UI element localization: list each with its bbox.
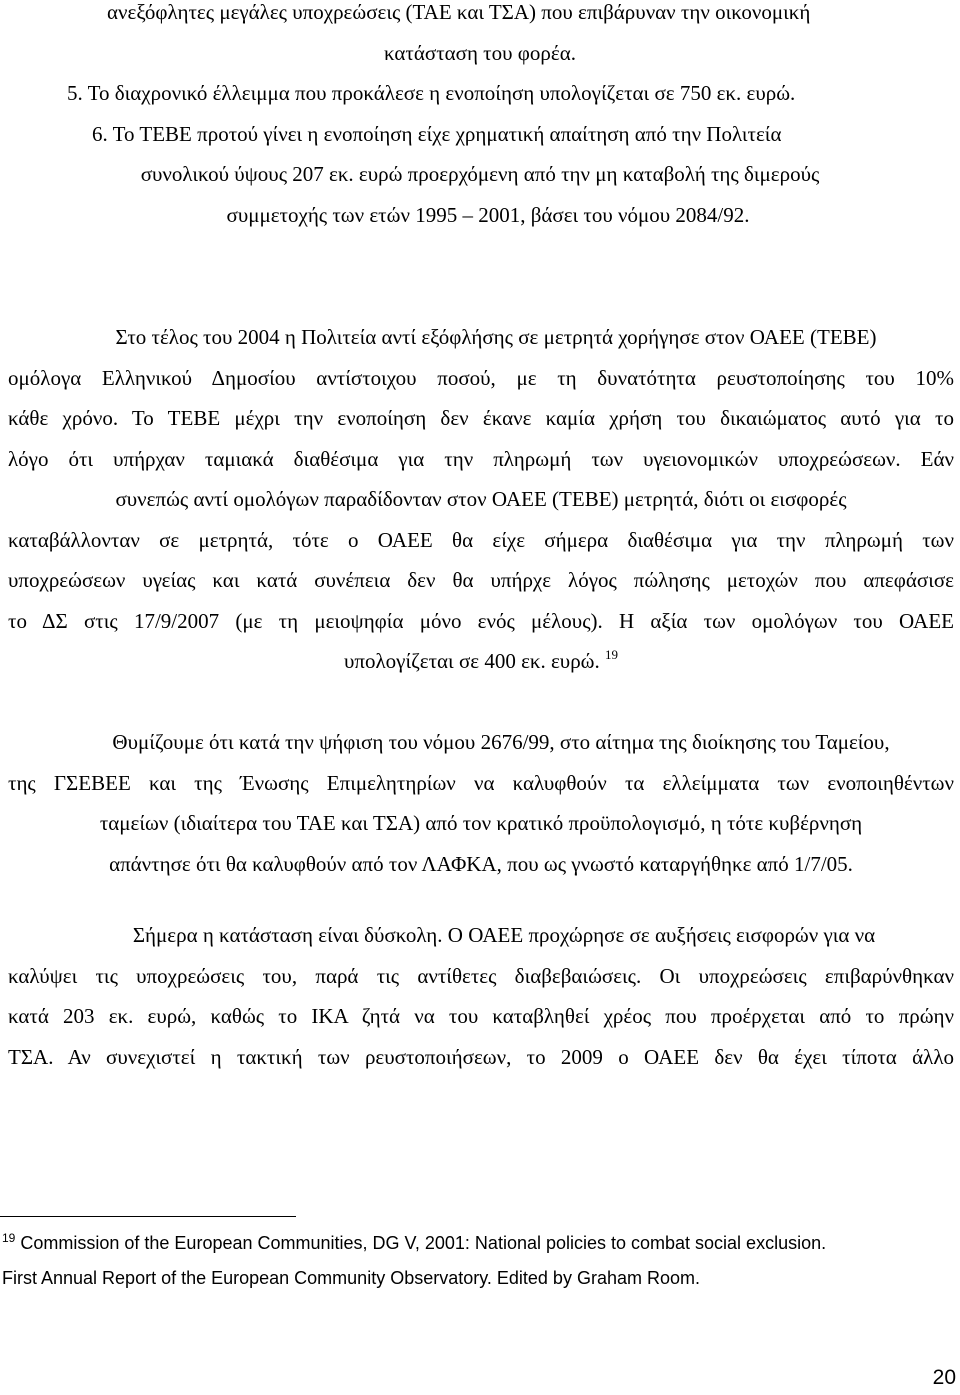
paragraph-line: κατά 203 εκ. ευρώ, καθώς το ΙΚΑ ζητά να του καταβληθεί χρέος που προέρχεται από το πρώην (8, 1004, 954, 1028)
paragraph-line: λόγο ότι υπήρχαν ταμιακά διαθέσιμα για την πληρωμή των υγειονομικών υποχρεώσεων. Εάν (8, 446, 954, 471)
footnote-line (2, 1226, 960, 1261)
list-item-6-continuation: συμμετοχής των ετών 1995 – 2001, βάσει του νόμου 2084/92. (226, 202, 750, 227)
list-item-continuation: κατάσταση του φορέα. (384, 40, 576, 65)
paragraph-line: Θυμίζουμε ότι κατά την ψήφιση του νόμου 2676/99, στο αίτημα της διοίκησης του Ταμείου, (112, 730, 890, 754)
paragraph-3 (8, 915, 954, 1077)
footnote-number: 19 (2, 1231, 16, 1245)
paragraph-text: υπολογίζεται σε 400 εκ. ευρώ. (343, 649, 600, 673)
footnote-text: Commission of the European Communities, DG V, 2001: National policies to combat social exclusion. (20, 1233, 827, 1253)
paragraph-line: κάθε χρόνο. Το ΤΕΒΕ μέχρι την ενοποίηση δεν έκανε καμία χρήση του δικαιώματος αυτό για το (8, 406, 954, 430)
paragraph-line: απάντησε ότι θα καλυφθούν από τον ΛΑΦΚΑ, που ως γνωστό καταργήθηκε από 1/7/05. (109, 851, 853, 876)
paragraph-line: καταβάλλονταν σε μετρητά, τότε ο ΟΑΕΕ θα είχε σήμερα διαθέσιμα για την πληρωμή των (8, 527, 954, 552)
paragraph-line: ομόλογα Ελληνικού Δημοσίου αντίστοιχου ποσού, με τη δυνατότητα ρευστοποίησης του 10% (8, 365, 954, 390)
numbered-list (0, 0, 960, 235)
paragraph-1 (8, 317, 954, 682)
list-item-continuation: ανεξόφλητες μεγάλες υποχρεώσεις (ΤΑΕ και ΤΣΑ) που επιβάρυναν την οικονομική (107, 0, 811, 24)
paragraph-line: το ΔΣ στις 17/9/2007 (με τη μειοψηφία μόνο ενός μέλους). Η αξία των ομολόγων του ΟΑΕΕ (8, 608, 954, 633)
paragraph-line: Σήμερα η κατάσταση είναι δύσκολη. Ο ΟΑΕΕ προχώρησε σε αυξήσεις εισφορών για να (132, 923, 876, 947)
footnote-line: First Annual Report of the European Community Observatory. Edited by Graham Room. (2, 1268, 700, 1288)
list-item-6: 6. Το ΤΕΒΕ προτού γίνει η ενοποίηση είχε χρηματική απαίτηση από την Πολιτεία (92, 121, 782, 146)
footnote-separator (0, 1216, 296, 1217)
paragraph-line: καλύψει τις υποχρεώσεις του, παρά τις αντίθετες διαβεβαιώσεις. Οι υποχρεώσεις επιβαρύνθηκαν (8, 963, 954, 988)
paragraph-line-last (8, 641, 954, 682)
list-item-6-continuation: συνολικού ύψους 207 εκ. ευρώ προερχόμενη από την μη καταβολή της διμερούς (140, 162, 820, 186)
paragraph-line: συνεπώς αντί ομολόγων παραδίδονταν στον ΟΑΕΕ (ΤΕΒΕ) μετρητά, διότι οι εισφορές (115, 487, 847, 511)
paragraph-line: Στο τέλος του 2004 η Πολιτεία αντί εξόφλήσης σε μετρητά χορήγησε στον ΟΑΕΕ (ΤΕΒΕ) (115, 325, 877, 349)
footnote-reference[interactable]: 19 (605, 647, 619, 662)
page-number: 20 (932, 1366, 956, 1389)
paragraph-line: ταμείων (ιδιαίτερα του ΤΑΕ και ΤΣΑ) από τον κρατικό προϋπολογισμό, η τότε κυβέρνηση (99, 811, 863, 835)
footnote (2, 1226, 960, 1296)
paragraph-line: ΤΣΑ. Αν συνεχιστεί η τακτική των ρευστοποιήσεων, το 2009 ο ΟΑΕΕ δεν θα έχει τίποτα άλλο (8, 1044, 954, 1069)
paragraph-line: υποχρεώσεων υγείας και κατά συνέπεια δεν θα υπήρχε λόγος πώλησης μετοχών που απεφάσισε (8, 568, 954, 592)
list-item-5: 5. Το διαχρονικό έλλειμμα που προκάλεσε η ενοποίηση υπολογίζεται σε 750 εκ. ευρώ. (67, 81, 796, 105)
paragraph-line: της ΓΣΕΒΕΕ και της Ένωσης Επιμελητηρίων να καλυφθούν τα ελλείμματα των ενοποιηθέντων (8, 770, 954, 795)
paragraph-2 (8, 722, 954, 884)
